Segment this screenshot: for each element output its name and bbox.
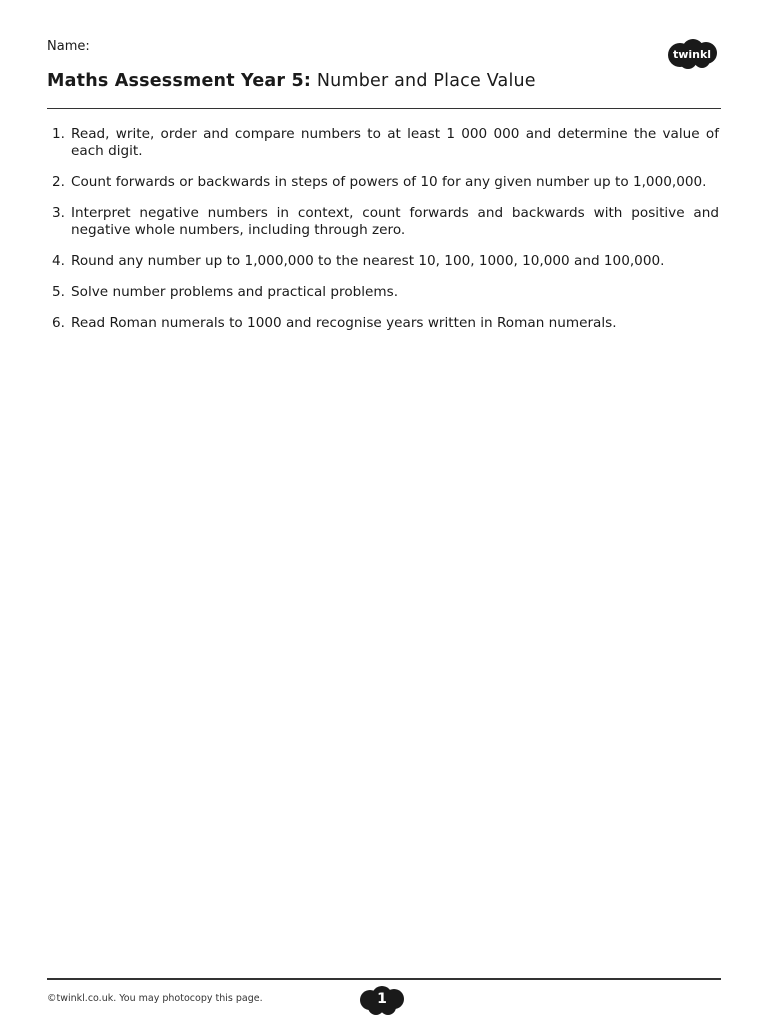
list-item [47,253,719,270]
name-label: Name: [47,39,90,54]
item-text: Round any number up to 1,000,000 to the nearest 10, 100, 1000, 10,000 and 100,000. [71,253,665,269]
header-divider [47,108,721,109]
page-number: 1 [377,991,387,1007]
item-text: Read, write, order and compare numbers to at least 1 000 000 and determine the value of each digit. [71,126,719,159]
list-item [47,284,719,301]
list-item [47,174,719,191]
item-text: Count forwards or backwards in steps of powers of 10 for any given number up to 1,000,000. [71,174,707,190]
item-number: 5. [52,284,65,300]
footer-divider [47,978,721,980]
twinkl-logo-icon [666,38,720,70]
item-number: 2. [52,174,65,190]
item-number: 3. [52,205,65,221]
page-title [47,71,536,91]
page-number-badge [356,985,412,1019]
list-item [47,315,719,332]
objectives-list [47,126,719,346]
title-bold: Maths Assessment Year 5: [47,71,312,91]
item-text: Read Roman numerals to 1000 and recognise years written in Roman numerals. [71,315,617,331]
item-number: 4. [52,253,65,269]
item-number: 1. [52,126,65,142]
item-number: 6. [52,315,65,331]
list-item [47,205,719,239]
item-text: Solve number problems and practical problems. [71,284,399,300]
logo-text: twinkl [672,48,712,61]
item-text: Interpret negative numbers in context, count forwards and backwards with positive and negative whole numbers, including through zero. [71,205,719,238]
copyright-note: ©twinkl.co.uk. You may photocopy this page. [47,993,263,1004]
title-subject: Number and Place Value [311,71,536,91]
list-item [47,126,719,160]
